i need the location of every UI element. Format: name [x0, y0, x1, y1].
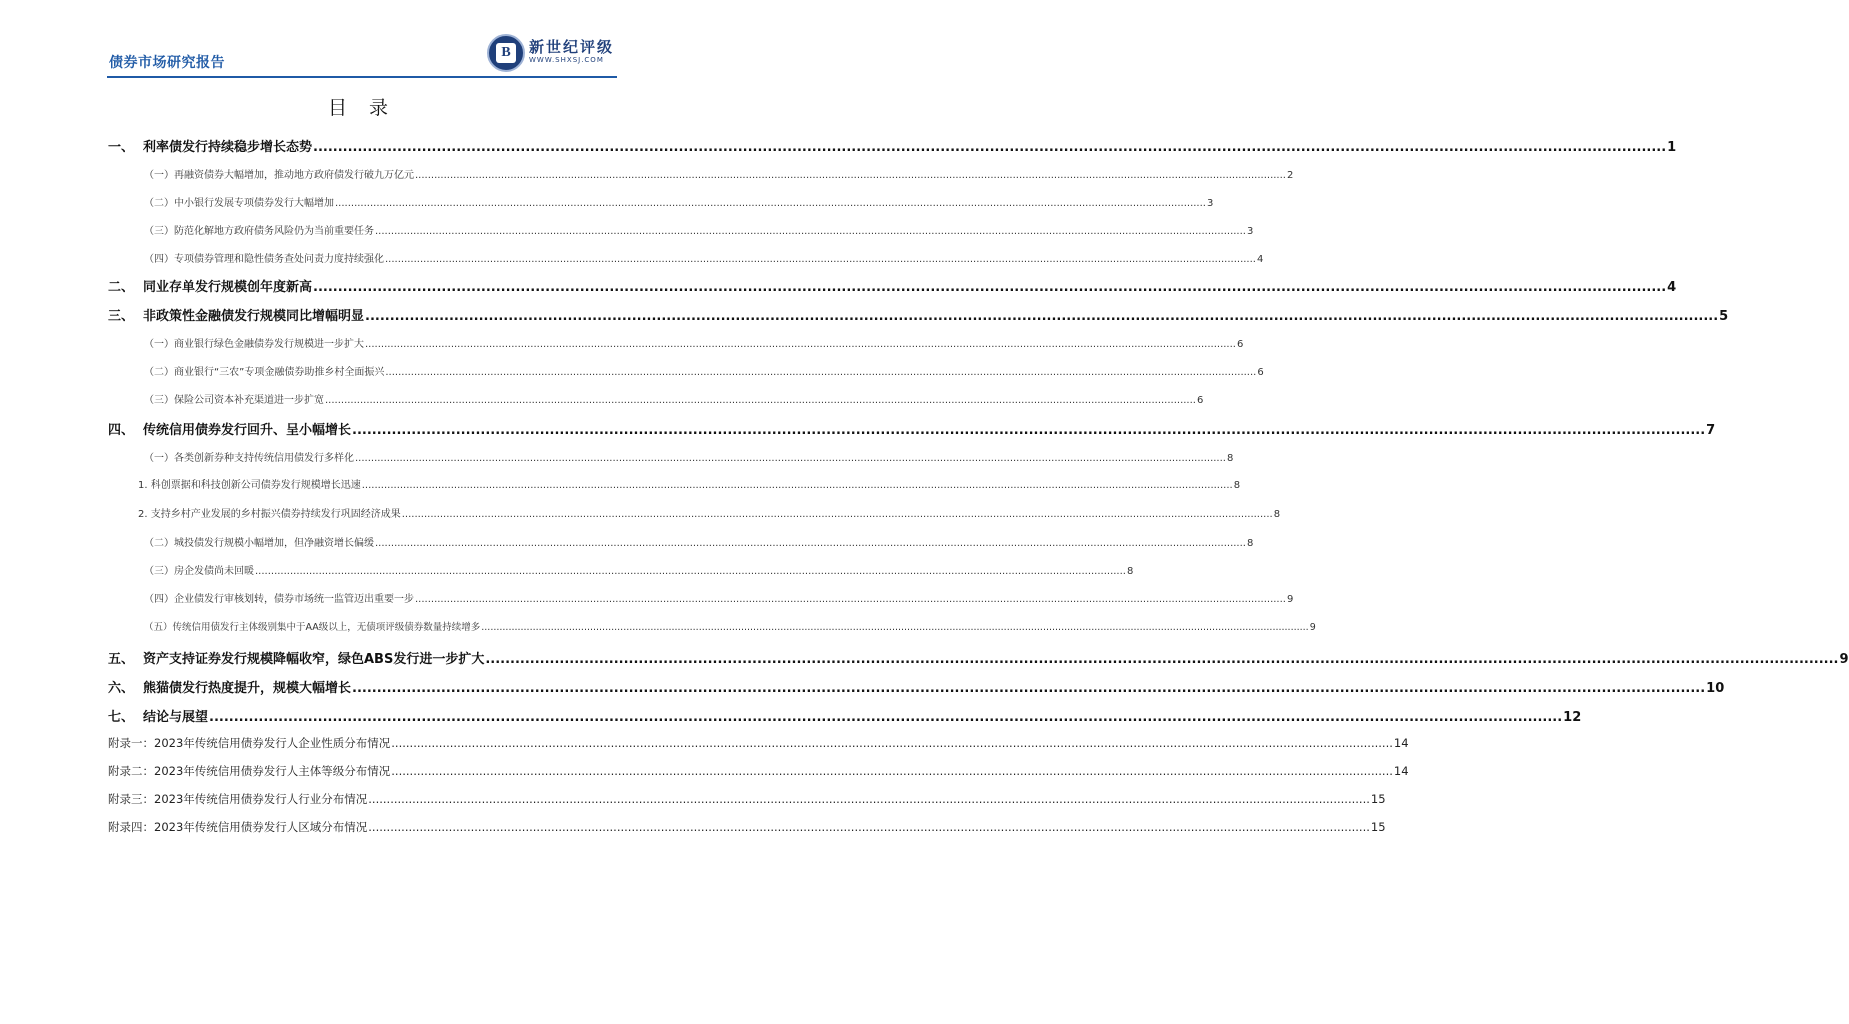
toc-entry-label: （一）商业银行绿色金融债券发行规模进一步扩大 — [144, 339, 364, 350]
toc-leader-dots: .................................................................................................................................................................................................................................................................................. — [255, 566, 1126, 577]
toc-entry-label: 2. 支持乡村产业发展的乡村振兴债券持续发行巩固经济成果 — [138, 509, 401, 520]
toc-leader-dots: .................................................................................................................................................................................................................................................................................. — [313, 140, 1667, 155]
toc-entry-label: 非政策性金融债发行规模同比增幅明显 — [143, 309, 365, 324]
toc-entry-label: 附录四：2023年传统信用债券发行人区域分布情况 — [108, 820, 368, 834]
toc-entry-page: 2 — [1286, 170, 1294, 181]
toc-leader-dots: .................................................................................................................................................................................................................................................................................. — [209, 710, 1563, 725]
toc-leader-dots: .................................................................................................................................................................................................................................................................................. — [313, 280, 1667, 295]
toc-leader-dots: .................................................................................................................................................................................................................................................................................. — [391, 764, 1393, 778]
toc-entry-label: 同业存单发行规模创年度新高 — [143, 280, 313, 295]
toc-entry-label: （一）再融资债券大幅增加，推动地方政府债发行破九万亿元 — [144, 170, 414, 181]
toc-entry-page: 4 — [1667, 280, 1677, 295]
toc-entry-label: （三）防范化解地方政府债务风险仍为当前重要任务 — [144, 226, 374, 237]
toc-entry-page: 6 — [1236, 339, 1244, 350]
toc-entry[interactable] — [108, 648, 1849, 667]
toc-entry[interactable] — [144, 166, 1294, 181]
toc-entry-label: （三）保险公司资本补充渠道进一步扩宽 — [144, 395, 324, 406]
toc-leader-dots: .................................................................................................................................................................................................................................................................................. — [335, 198, 1206, 209]
toc-entry-number: 一、 — [108, 140, 135, 155]
toc-leader-dots: .................................................................................................................................................................................................................................................................................. — [355, 453, 1226, 464]
toc-entry-page: 9 — [1286, 594, 1294, 605]
logo-url: WWW.SHXSJ.COM — [529, 56, 604, 64]
toc-leader-dots: .................................................................................................................................................................................................................................................................................. — [401, 509, 1273, 520]
toc-entry-page: 8 — [1273, 509, 1281, 520]
toc-entry-label: （四）企业债发行审核划转，债券市场统一监管迈出重要一步 — [144, 594, 414, 605]
toc-entry-label: 1. 科创票据和科技创新公司债券发行规模增长迅速 — [138, 480, 361, 491]
toc-entry[interactable] — [144, 194, 1214, 209]
toc-entry[interactable] — [108, 735, 1409, 751]
toc-entry-page: 14 — [1393, 764, 1409, 778]
toc-entry-page: 15 — [1370, 792, 1386, 806]
logo-mark: B — [496, 43, 516, 63]
toc-entry-page: 14 — [1393, 736, 1409, 750]
toc-entry-page: 3 — [1206, 198, 1214, 209]
toc-leader-dots: .................................................................................................................................................................................................................................................................................. — [361, 480, 1233, 491]
toc-entry-page: 10 — [1706, 681, 1725, 696]
toc-entry[interactable] — [108, 763, 1409, 779]
toc-entry-number: 五、 — [108, 652, 135, 667]
toc-leader-dots: .................................................................................................................................................................................................................................................................................. — [365, 339, 1236, 350]
toc-leader-dots: .................................................................................................................................................................................................................................................................................. — [485, 652, 1839, 667]
toc-entry[interactable] — [108, 706, 1582, 725]
toc-entry-label: 传统信用债券发行回升、呈小幅增长 — [143, 423, 352, 438]
toc-entry-page: 12 — [1563, 710, 1582, 725]
toc-entry-label: 利率债发行持续稳步增长态势 — [143, 140, 313, 155]
toc-entry-label: 附录一：2023年传统信用债券发行人企业性质分布情况 — [108, 736, 391, 750]
toc-entry-number: 三、 — [108, 309, 135, 324]
toc-leader-dots: .................................................................................................................................................................................................................................................................................. — [352, 423, 1706, 438]
toc-entry-label: （三）房企发债尚未回暖 — [144, 566, 254, 577]
toc-entry-page: 8 — [1226, 453, 1234, 464]
toc-entry-page: 6 — [1257, 367, 1264, 378]
toc-entry-page: 4 — [1256, 254, 1264, 265]
toc-entry[interactable] — [108, 276, 1677, 295]
toc-entry-number: 六、 — [108, 681, 135, 696]
toc-entry-label: 熊猫债发行热度提升，规模大幅增长 — [143, 681, 352, 696]
report-series-title: 债券市场研究报告 — [109, 55, 225, 71]
toc-entry-label: 附录二：2023年传统信用债券发行人主体等级分布情况 — [108, 764, 391, 778]
toc-entry[interactable] — [144, 222, 1254, 237]
toc-entry-label: （五）传统信用债发行主体级别集中于AA级以上，无债项评级债券数量持续增多 — [144, 622, 481, 633]
toc-leader-dots: .................................................................................................................................................................................................................................................................................. — [368, 820, 1370, 834]
toc-entry-page: 8 — [1233, 480, 1241, 491]
toc-entry-page: 8 — [1126, 566, 1134, 577]
toc-entry-label: （二）商业银行“三农”专项金融债券助推乡村全面振兴 — [144, 367, 385, 378]
toc-entry[interactable] — [144, 590, 1294, 605]
toc-entry[interactable] — [144, 250, 1264, 265]
toc-entry[interactable] — [138, 476, 1241, 491]
toc-entry[interactable] — [144, 391, 1204, 406]
toc-leader-dots: .................................................................................................................................................................................................................................................................................. — [375, 226, 1246, 237]
toc-entry-label: （二）城投债发行规模小幅增加，但净融资增长偏缓 — [144, 538, 374, 549]
toc-leader-dots: .................................................................................................................................................................................................................................................................................. — [375, 538, 1246, 549]
toc-entry[interactable] — [108, 305, 1729, 324]
toc-entry-label: 资产支持证券发行规模降幅收窄，绿色ABS发行进一步扩大 — [143, 652, 485, 667]
toc-entry[interactable] — [108, 136, 1677, 155]
toc-entry-label: （一）各类创新券种支持传统信用债发行多样化 — [144, 453, 354, 464]
toc-entry[interactable] — [144, 335, 1244, 350]
toc-entry[interactable] — [144, 363, 1264, 378]
toc-leader-dots: .................................................................................................................................................................................................................................................................................. — [415, 594, 1286, 605]
toc-entry-label: 结论与展望 — [143, 710, 209, 725]
toc-entry[interactable] — [108, 791, 1386, 807]
toc-entry-number: 七、 — [108, 710, 135, 725]
toc-entry-page: 1 — [1667, 140, 1677, 155]
toc-leader-dots: .................................................................................................................................................................................................................................................................................. — [368, 792, 1370, 806]
toc-title: 目 录 — [327, 97, 397, 119]
toc-entry-number: 四、 — [108, 423, 135, 438]
toc-entry-page: 8 — [1246, 538, 1254, 549]
toc-entry-page: 9 — [1309, 622, 1316, 633]
toc-entry-page: 15 — [1370, 820, 1386, 834]
toc-leader-dots: .................................................................................................................................................................................................................................................................................. — [385, 367, 1257, 378]
toc-entry[interactable] — [138, 505, 1281, 520]
toc-entry[interactable] — [108, 819, 1386, 835]
toc-leader-dots: .................................................................................................................................................................................................................................................................................. — [481, 622, 1309, 633]
toc-entry-number: 二、 — [108, 280, 135, 295]
toc-entry-label: 附录三：2023年传统信用债券发行人行业分布情况 — [108, 792, 368, 806]
toc-entry-page: 6 — [1196, 395, 1204, 406]
toc-leader-dots: .................................................................................................................................................................................................................................................................................. — [352, 681, 1706, 696]
toc-entry[interactable] — [144, 534, 1254, 549]
logo-name: 新世纪评级 — [529, 38, 615, 56]
toc-entry[interactable] — [144, 619, 1316, 633]
toc-entry-page: 9 — [1839, 652, 1849, 667]
toc-entry[interactable] — [144, 562, 1134, 577]
toc-entry-page: 3 — [1246, 226, 1254, 237]
toc-entry[interactable] — [144, 449, 1234, 464]
toc-leader-dots: .................................................................................................................................................................................................................................................................................. — [365, 309, 1719, 324]
toc-entry-label: （二）中小银行发展专项债券发行大幅增加 — [144, 198, 334, 209]
toc-leader-dots: .................................................................................................................................................................................................................................................................................. — [325, 395, 1196, 406]
toc-entry-page: 7 — [1706, 423, 1716, 438]
toc-leader-dots: .................................................................................................................................................................................................................................................................................. — [385, 254, 1256, 265]
toc-entry-page: 5 — [1719, 309, 1729, 324]
toc-leader-dots: .................................................................................................................................................................................................................................................................................. — [391, 736, 1393, 750]
toc-leader-dots: .................................................................................................................................................................................................................................................................................. — [415, 170, 1286, 181]
toc-entry[interactable] — [108, 677, 1725, 696]
toc-entry-label: （四）专项债券管理和隐性债务查处问责力度持续强化 — [144, 254, 384, 265]
toc-entry[interactable] — [108, 419, 1716, 438]
